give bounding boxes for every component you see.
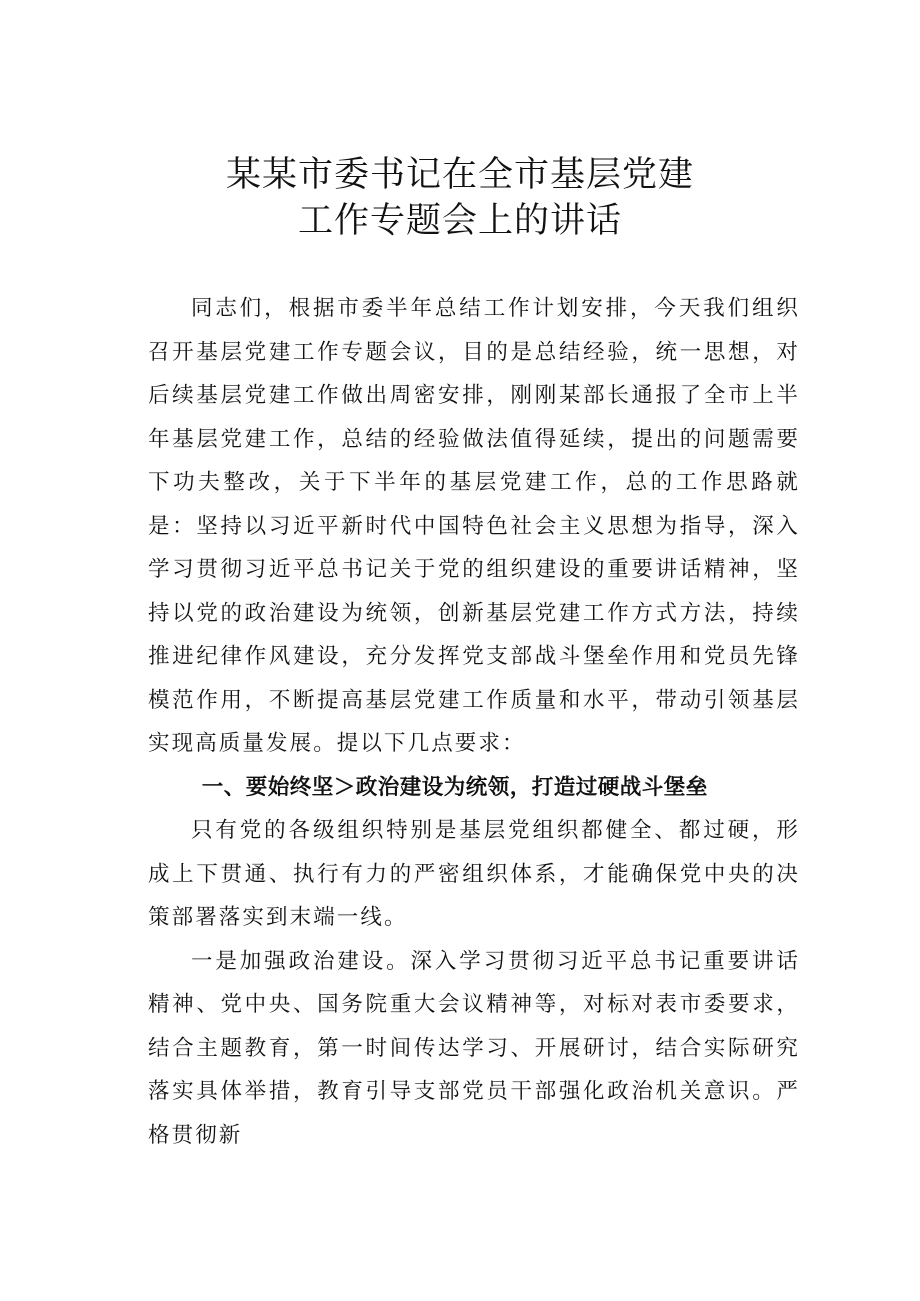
title-line-1: 某某市委书记在全市基层党建 xyxy=(225,155,694,195)
paragraph-section-1-intro: 只有党的各级组织特别是基层党组织都健全、都过硬，形成上下贯通、执行有力的严密组织体系，才能确保党中央的决策部署落实到末端一线。 xyxy=(148,818,800,930)
paragraph-opening: 同志们，根据市委半年总结工作计划安排，今天我们组织召开基层党建工作专题会议，目的是总结经验，统一思想，对后续基层党建工作做出周密安排，刚刚某部长通报了全市上半年基层党建工作，总结的经验做法值得延续，提出的问题需要下功夫整改，关于下半年的基层党建工作，总的工作思路就是：坚持以习近平新时代中国特色社会主义思想为指导，深入学习贯彻习近平总书记关于党的组织建设的重要讲话精神，坚持以党的政治建设为统领，创新基层党建工作方式方法，持续推进纪律作风建设，充分发挥党支部战斗堡垒作用和党员先锋模范作用，不断提高基层党建工作质量和水平，带动引领基层实现高质量发展。提以下几点要求： xyxy=(148,296,800,756)
document-body xyxy=(148,287,800,1157)
document-title xyxy=(120,152,800,244)
title-line-2: 工作专题会上的讲话 xyxy=(297,201,622,241)
section-heading-1: 一、要始终坚＞政治建设为统领，打造过硬战斗堡垒 xyxy=(201,774,708,800)
paragraph-political-building: 一是加强政治建设。深入学习贯彻习近平总书记重要讲话精神、党中央、国务院重大会议精神等，对标对表市委要求，结合主题教育，第一时间传达学习、开展研讨，结合实际研究落实具体举措，教育引导支部党员干部强化政治机关意识。严格贯彻新 xyxy=(148,948,800,1148)
